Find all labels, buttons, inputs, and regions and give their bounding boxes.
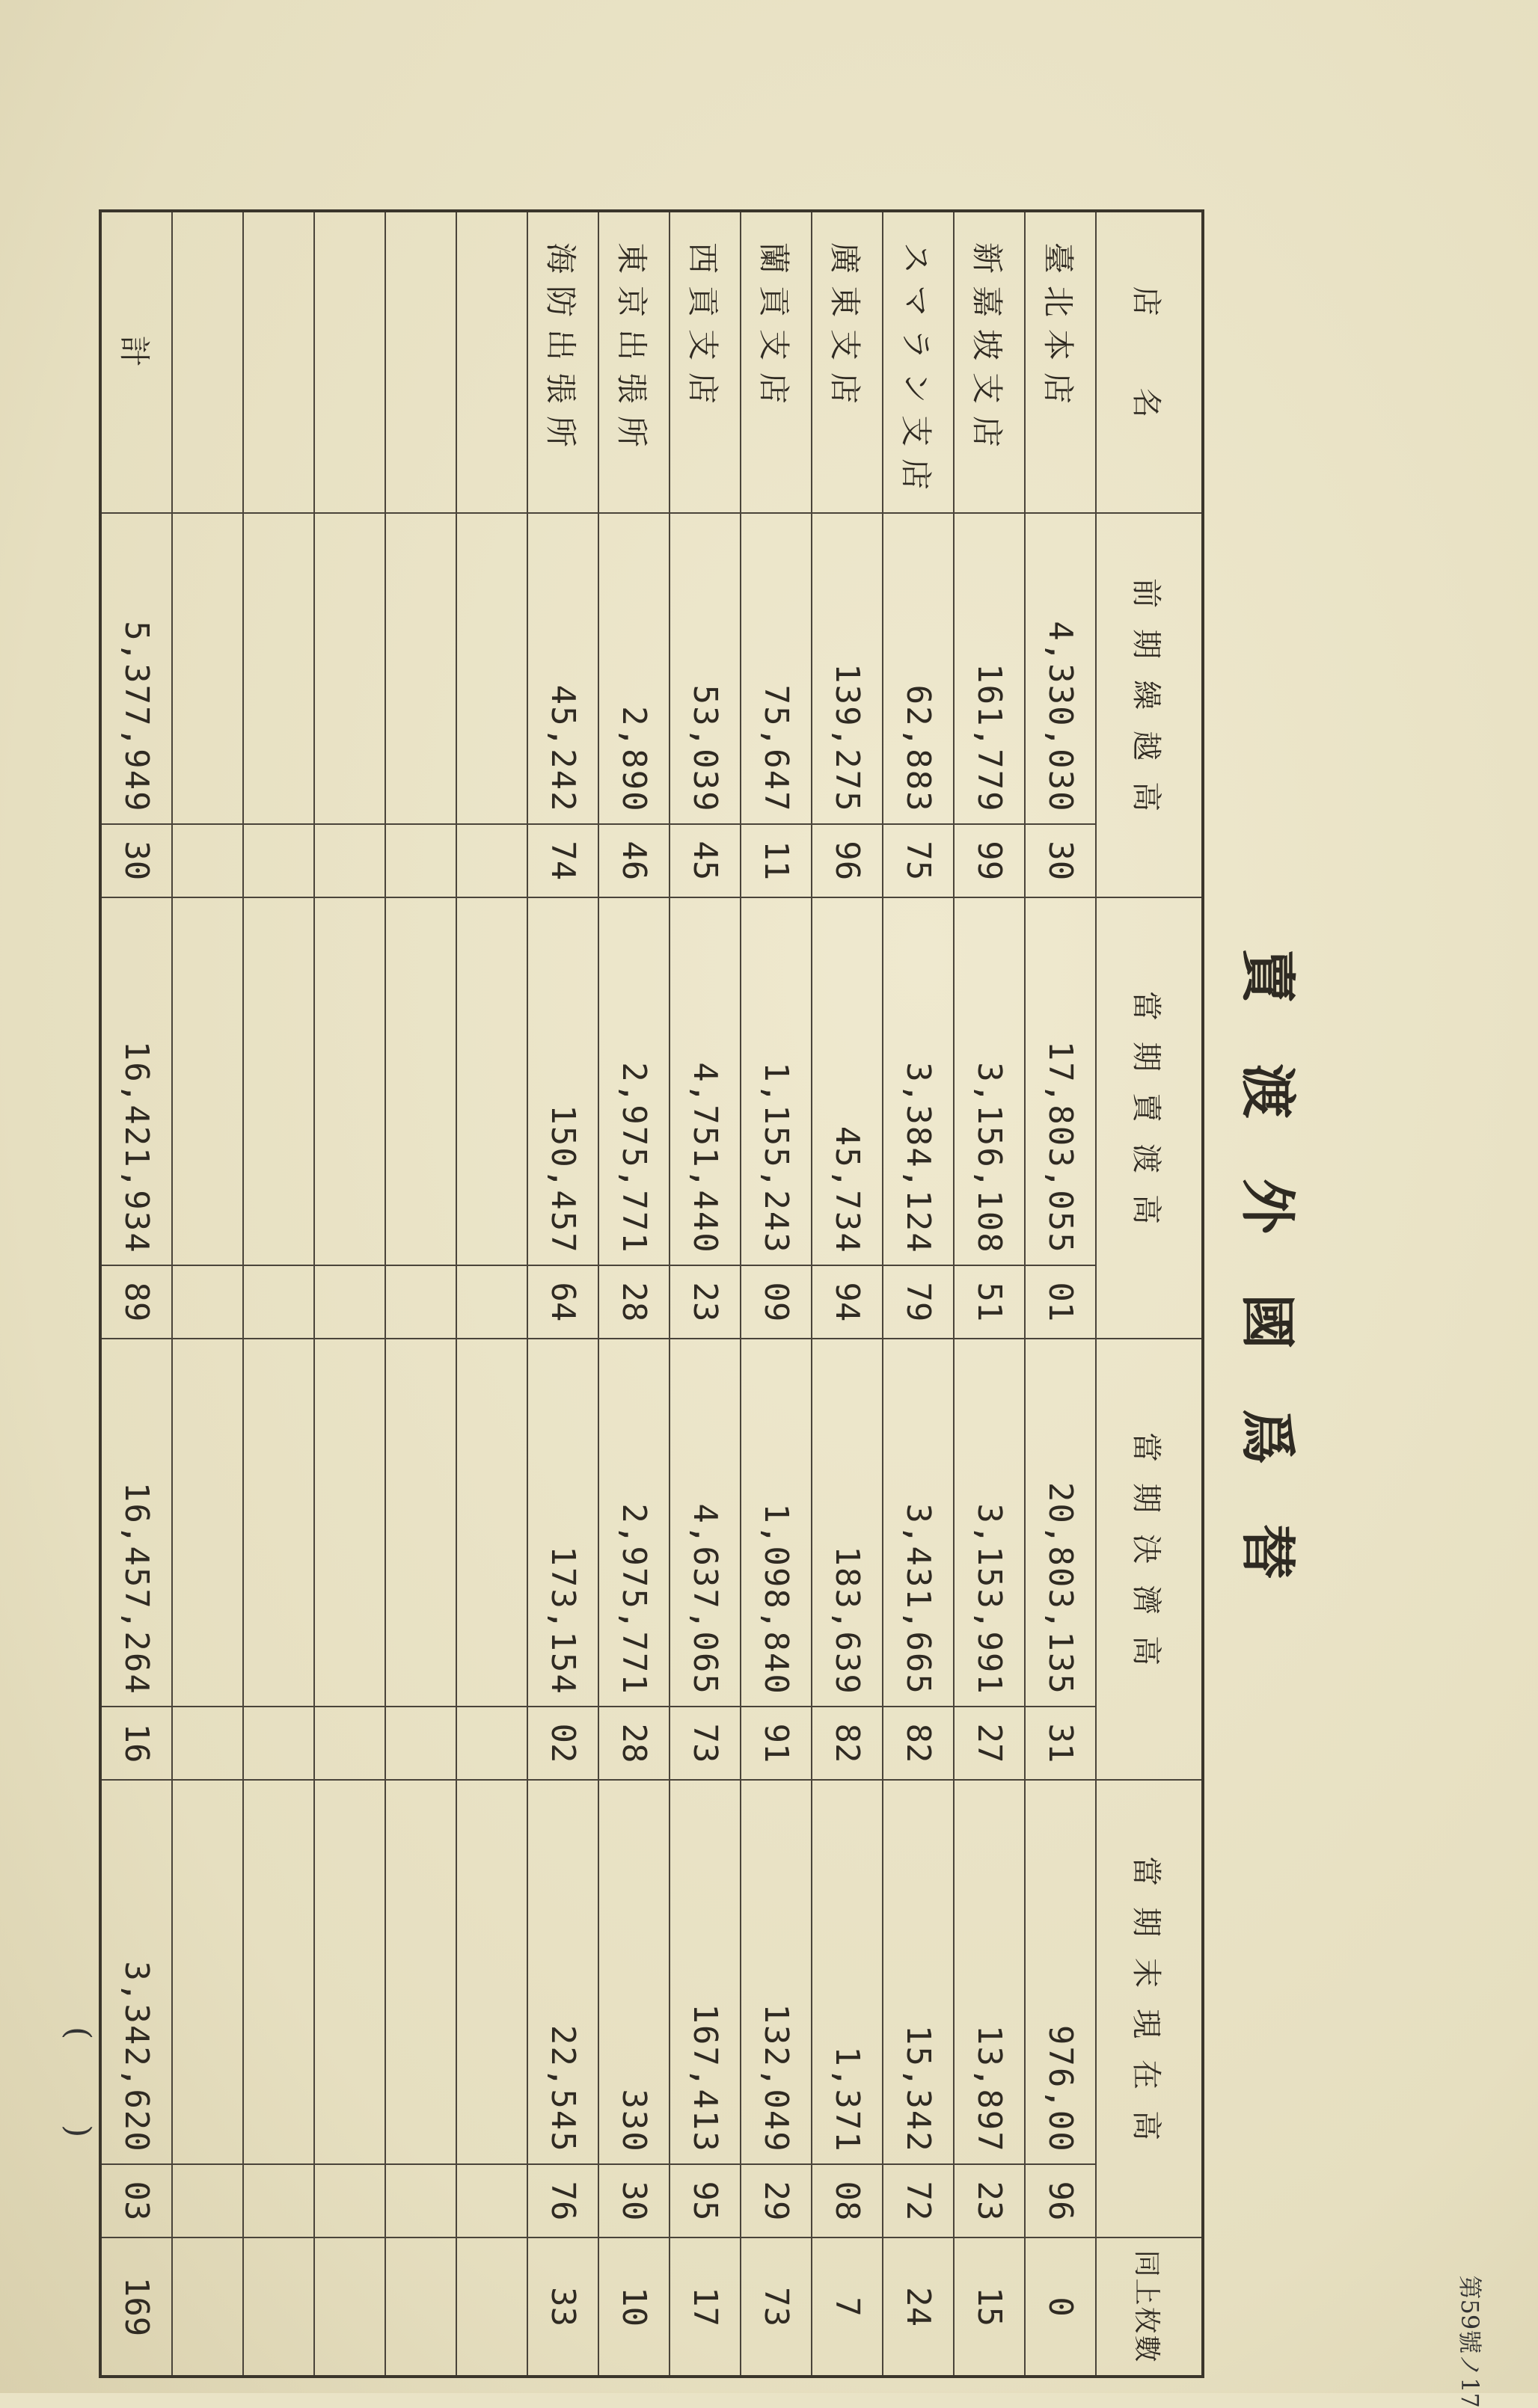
sold-amount: 3,384,124: [883, 897, 954, 1265]
balance-sen: 76: [527, 2164, 598, 2237]
settled-amount: [385, 1339, 456, 1707]
carry-amount: 139,275: [812, 513, 883, 823]
balance-sen: [243, 2164, 314, 2237]
header-settled: 當期決濟高: [1096, 1339, 1203, 1780]
settled-sen: [172, 1707, 243, 1780]
count-value: [243, 2237, 314, 2377]
settled-sen: 27: [954, 1707, 1025, 1780]
sold-amount: [385, 897, 456, 1265]
branch-name: [456, 211, 527, 513]
branch-name: [314, 211, 385, 513]
total-balance-sen: 03: [100, 2164, 172, 2237]
settled-amount: 173,154: [527, 1339, 598, 1707]
paren-open: (: [59, 2027, 97, 2040]
balance-amount: [172, 1780, 243, 2164]
branch-name: 臺北本店: [1025, 211, 1096, 513]
sold-sen: [385, 1265, 456, 1339]
ledger-table: [99, 209, 1204, 2378]
settled-sen: 31: [1025, 1707, 1096, 1780]
table-row: [314, 211, 385, 2377]
count-value: 73: [741, 2237, 812, 2377]
settled-sen: [385, 1707, 456, 1780]
sold-amount: [243, 897, 314, 1265]
total-row: [100, 211, 172, 2377]
header-balance: 當期末現在高: [1096, 1780, 1203, 2237]
balance-sen: [314, 2164, 385, 2237]
table-row: [1025, 211, 1096, 2377]
settled-sen: 73: [670, 1707, 741, 1780]
balance-amount: 976,00: [1025, 1780, 1096, 2164]
branch-name: 東京出張所: [598, 211, 670, 513]
carry-sen: 75: [883, 824, 954, 897]
settled-sen: [456, 1707, 527, 1780]
paren-close: ): [59, 2125, 97, 2138]
sold-amount: 45,734: [812, 897, 883, 1265]
ledger-body: [172, 211, 1096, 2377]
balance-amount: [243, 1780, 314, 2164]
carry-sen: 45: [670, 824, 741, 897]
carry-amount: 45,242: [527, 513, 598, 823]
settled-amount: 20,803,135: [1025, 1339, 1096, 1707]
carry-amount: 4,330,030: [1025, 513, 1096, 823]
sold-amount: 2,975,771: [598, 897, 670, 1265]
carry-sen: [243, 824, 314, 897]
table-row: [243, 211, 314, 2377]
sold-sen: [172, 1265, 243, 1339]
balance-amount: 15,342: [883, 1780, 954, 2164]
sold-amount: 1,155,243: [741, 897, 812, 1265]
balance-sen: [172, 2164, 243, 2237]
carry-sen: [456, 824, 527, 897]
table-row: [598, 211, 670, 2377]
settled-sen: 91: [741, 1707, 812, 1780]
carry-sen: [172, 824, 243, 897]
branch-name: 廣東支店: [812, 211, 883, 513]
sold-amount: [172, 897, 243, 1265]
carry-amount: 75,647: [741, 513, 812, 823]
total-count: 169: [100, 2237, 172, 2377]
branch-name: [243, 211, 314, 513]
carry-sen: 74: [527, 824, 598, 897]
sold-amount: 17,803,055: [1025, 897, 1096, 1265]
total-sold-sen: 89: [100, 1265, 172, 1339]
settled-amount: 183,639: [812, 1339, 883, 1707]
total-carry: 5,377,949: [100, 513, 172, 823]
sold-amount: [456, 897, 527, 1265]
balance-amount: 132,049: [741, 1780, 812, 2164]
sold-sen: [314, 1265, 385, 1339]
count-value: 0: [1025, 2237, 1096, 2377]
sold-sen: 64: [527, 1265, 598, 1339]
footer-parens: [59, 2027, 97, 2251]
balance-amount: 22,545: [527, 1780, 598, 2164]
carry-amount: [172, 513, 243, 823]
carry-sen: [385, 824, 456, 897]
count-value: 7: [812, 2237, 883, 2377]
balance-sen: [385, 2164, 456, 2237]
count-value: [385, 2237, 456, 2377]
branch-name: [172, 211, 243, 513]
balance-sen: 23: [954, 2164, 1025, 2237]
table-row: [670, 211, 741, 2377]
form-number: 第59號ノ17: [1456, 2275, 1484, 2408]
header-branch: 店 名: [1096, 211, 1203, 513]
sold-amount: 3,156,108: [954, 897, 1025, 1265]
balance-sen: 29: [741, 2164, 812, 2237]
header-sold: 當期賣渡高: [1096, 897, 1203, 1339]
balance-sen: 72: [883, 2164, 954, 2237]
balance-amount: [314, 1780, 385, 2164]
sold-sen: 09: [741, 1265, 812, 1339]
carry-sen: [314, 824, 385, 897]
header-count: 同上枚數: [1096, 2237, 1203, 2377]
sold-amount: 150,457: [527, 897, 598, 1265]
carry-amount: [314, 513, 385, 823]
carry-sen: 46: [598, 824, 670, 897]
document-title: 賣渡外國爲替: [1235, 948, 1299, 1639]
carry-sen: 99: [954, 824, 1025, 897]
table-row: [954, 211, 1025, 2377]
count-value: 33: [527, 2237, 598, 2377]
header-carry: 前期繰越高: [1096, 513, 1203, 897]
balance-amount: [385, 1780, 456, 2164]
total-balance: 3,342,620: [100, 1780, 172, 2164]
carry-sen: 11: [741, 824, 812, 897]
carry-sen: 30: [1025, 824, 1096, 897]
carry-sen: 96: [812, 824, 883, 897]
count-value: 10: [598, 2237, 670, 2377]
branch-name: 蘭貢支店: [741, 211, 812, 513]
branch-name: 西貢支店: [670, 211, 741, 513]
settled-amount: 4,637,065: [670, 1339, 741, 1707]
settled-amount: 2,975,771: [598, 1339, 670, 1707]
total-carry-sen: 30: [100, 824, 172, 897]
count-value: [172, 2237, 243, 2377]
balance-sen: 95: [670, 2164, 741, 2237]
branch-name: 海防出張所: [527, 211, 598, 513]
sold-sen: 94: [812, 1265, 883, 1339]
sold-amount: [314, 897, 385, 1265]
table-row: [385, 211, 456, 2377]
sold-sen: 51: [954, 1265, 1025, 1339]
balance-sen: 96: [1025, 2164, 1096, 2237]
sold-sen: 01: [1025, 1265, 1096, 1339]
count-value: 17: [670, 2237, 741, 2377]
settled-amount: [243, 1339, 314, 1707]
count-value: [456, 2237, 527, 2377]
table-row: [527, 211, 598, 2377]
branch-name: 新嘉坡支店: [954, 211, 1025, 513]
sold-amount: 4,751,440: [670, 897, 741, 1265]
count-value: [314, 2237, 385, 2377]
settled-sen: 82: [883, 1707, 954, 1780]
count-value: 15: [954, 2237, 1025, 2377]
sold-sen: 28: [598, 1265, 670, 1339]
sold-sen: 79: [883, 1265, 954, 1339]
settled-sen: 28: [598, 1707, 670, 1780]
total-settled-sen: 16: [100, 1707, 172, 1780]
settled-amount: [172, 1339, 243, 1707]
balance-amount: [456, 1780, 527, 2164]
settled-sen: [314, 1707, 385, 1780]
carry-amount: 53,039: [670, 513, 741, 823]
sold-sen: 23: [670, 1265, 741, 1339]
table-row: [883, 211, 954, 2377]
balance-amount: 1,371: [812, 1780, 883, 2164]
settled-amount: [456, 1339, 527, 1707]
table-row: [741, 211, 812, 2377]
carry-amount: 62,883: [883, 513, 954, 823]
sold-sen: [243, 1265, 314, 1339]
settled-amount: 1,098,840: [741, 1339, 812, 1707]
carry-amount: [456, 513, 527, 823]
balance-sen: 30: [598, 2164, 670, 2237]
total-settled: 16,457,264: [100, 1339, 172, 1707]
branch-name: [385, 211, 456, 513]
carry-amount: 161,779: [954, 513, 1025, 823]
count-value: 24: [883, 2237, 954, 2377]
table-row: [812, 211, 883, 2377]
settled-sen: 82: [812, 1707, 883, 1780]
balance-sen: 08: [812, 2164, 883, 2237]
settled-amount: [314, 1339, 385, 1707]
carry-amount: 2,890: [598, 513, 670, 823]
carry-amount: [385, 513, 456, 823]
balance-amount: 330: [598, 1780, 670, 2164]
sold-sen: [456, 1265, 527, 1339]
settled-amount: 3,431,665: [883, 1339, 954, 1707]
balance-amount: 167,413: [670, 1780, 741, 2164]
balance-amount: 13,897: [954, 1780, 1025, 2164]
table-row: [456, 211, 527, 2377]
carry-amount: [243, 513, 314, 823]
settled-sen: [243, 1707, 314, 1780]
ledger-form: [0, 209, 1484, 2408]
balance-sen: [456, 2164, 527, 2237]
settled-sen: 02: [527, 1707, 598, 1780]
total-label: 計: [100, 211, 172, 513]
total-sold: 16,421,934: [100, 897, 172, 1265]
branch-name: スマラン支店: [883, 211, 954, 513]
table-row: [172, 211, 243, 2377]
header-row: [1096, 211, 1203, 2377]
settled-amount: 3,153,991: [954, 1339, 1025, 1707]
